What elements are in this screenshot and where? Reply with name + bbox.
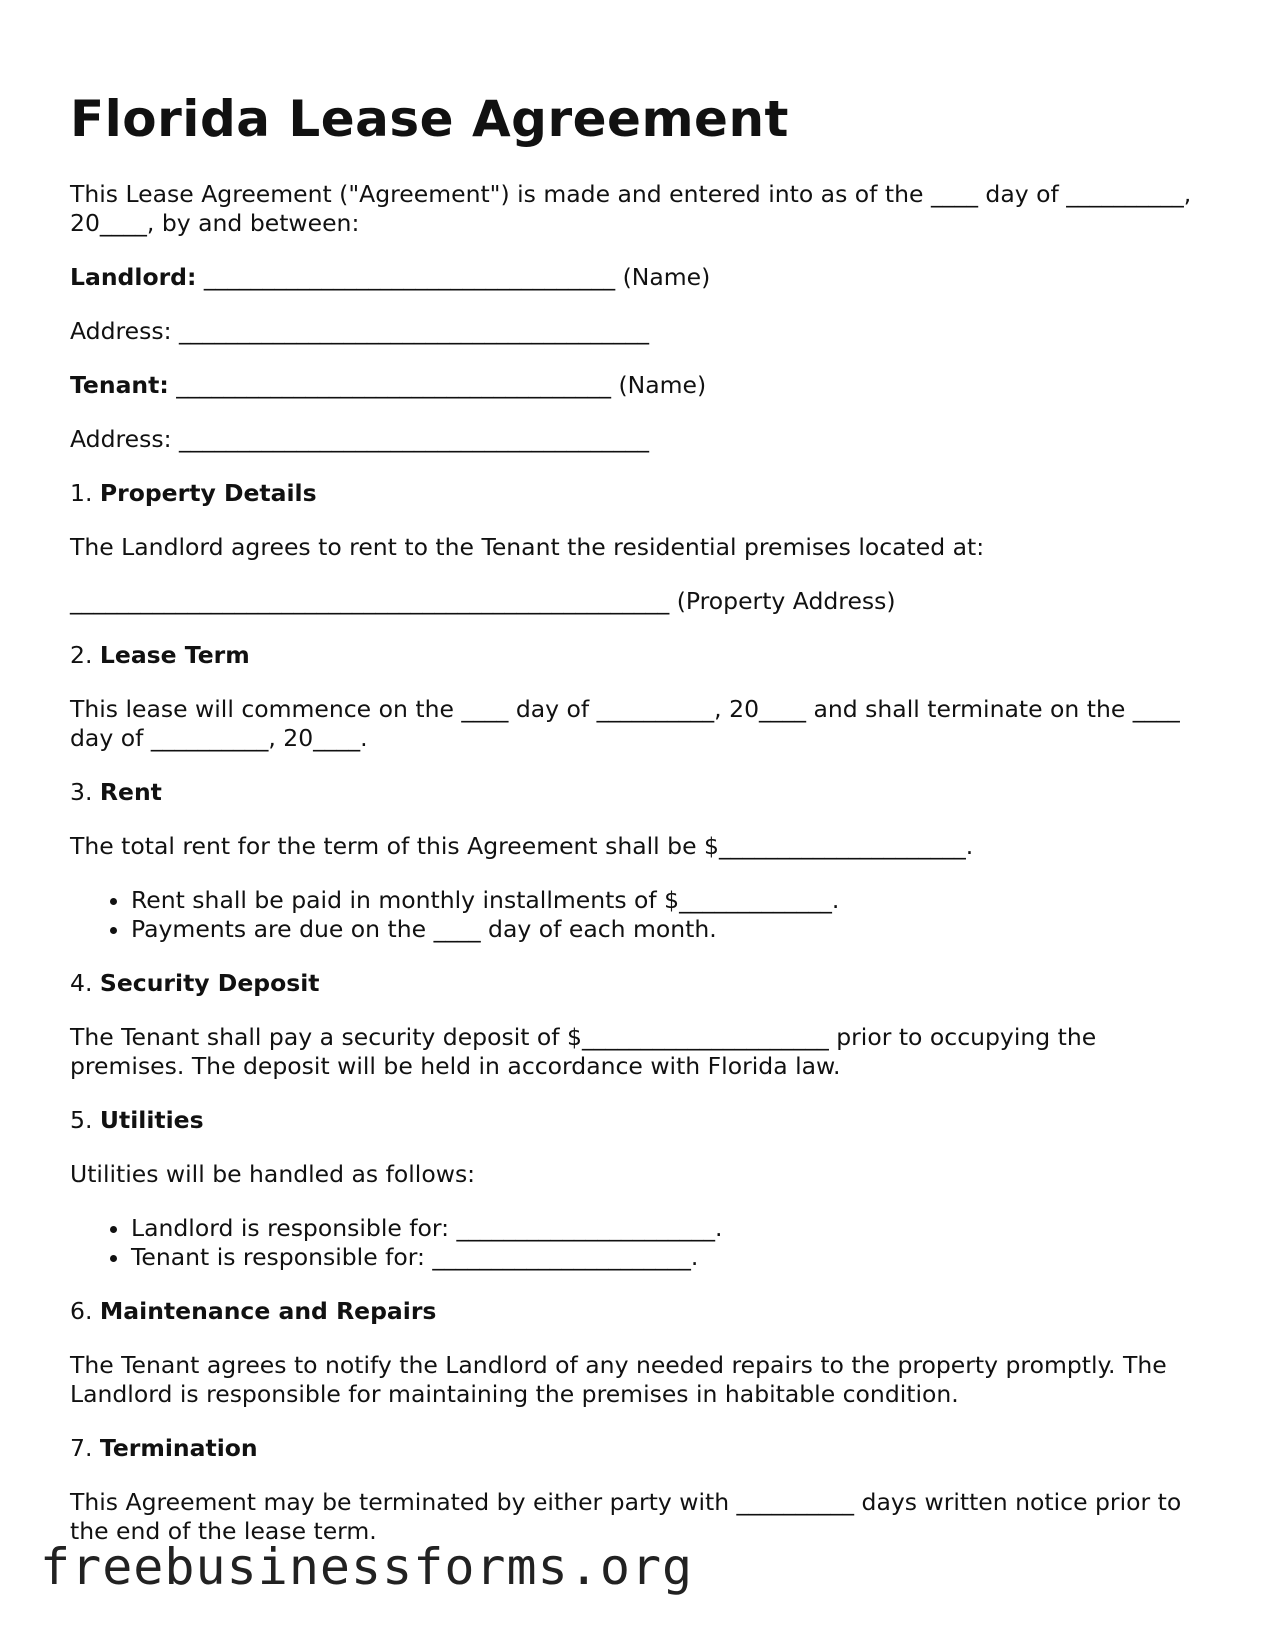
section-heading-rent xyxy=(70,778,1200,807)
property-address-line: ___________________________________________________ (Property Address) xyxy=(70,587,896,615)
section-title: Security Deposit xyxy=(99,969,320,997)
list-item: • Tenant is responsible for: ______________________. xyxy=(131,1243,1200,1272)
section-heading-maintenance xyxy=(70,1297,1200,1326)
list-item: • Landlord is responsible for: ______________________. xyxy=(131,1214,1200,1243)
section-title: Maintenance and Repairs xyxy=(99,1297,437,1325)
section-heading-utilities xyxy=(70,1106,1200,1135)
landlord-address: Address: ________________________________________ xyxy=(70,317,649,345)
rent-bullet-list xyxy=(70,886,1200,944)
landlord-name-blank: ___________________________________ (Name) xyxy=(196,263,711,291)
section-heading-security-deposit xyxy=(70,969,1200,998)
section-title: Utilities xyxy=(99,1106,204,1134)
document-page xyxy=(70,88,1200,1571)
list-item: • Rent shall be paid in monthly installments of $_____________. xyxy=(131,886,1200,915)
lease-term-text: This lease will commence on the ____ day of __________, 20____ and shall terminate on the ____ day of __________, 20____. xyxy=(70,695,1180,752)
rent-text: The total rent for the term of this Agreement shall be $_____________________. xyxy=(70,832,974,860)
maintenance-text: The Tenant agrees to notify the Landlord of any needed repairs to the property promptly. The Landlord is responsible for maintaining the premises in habitable condition. xyxy=(70,1351,1167,1408)
list-item: • Payments are due on the ____ day of each month. xyxy=(131,915,1200,944)
watermark: freebusinessforms.org xyxy=(40,1538,694,1596)
tenant-line xyxy=(70,371,1200,400)
section-heading-property-details xyxy=(70,479,1200,508)
landlord-line xyxy=(70,263,1200,292)
intro-paragraph: This Lease Agreement ("Agreement") is made and entered into as of the ____ day of __________, 20____, by and between: xyxy=(70,180,1192,237)
section-heading-termination xyxy=(70,1434,1200,1463)
section-number: 3. xyxy=(70,778,100,806)
section-number: 1. xyxy=(70,479,100,507)
section-title: Termination xyxy=(99,1434,258,1462)
section-number: 7. xyxy=(70,1434,100,1462)
document-title: Florida Lease Agreement xyxy=(70,90,789,148)
section-heading-lease-term xyxy=(70,641,1200,670)
section-title: Rent xyxy=(99,778,162,806)
tenant-name-blank: _____________________________________ (Name) xyxy=(168,371,707,399)
section-number: 6. xyxy=(70,1297,100,1325)
termination-text: This Agreement may be terminated by either party with __________ days written notice prior to the end of the lease term. xyxy=(70,1488,1182,1545)
property-details-text: The Landlord agrees to rent to the Tenant the residential premises located at: xyxy=(70,533,985,561)
section-title: Lease Term xyxy=(99,641,250,669)
security-deposit-text: The Tenant shall pay a security deposit of $_____________________ prior to occupying the premises. The deposit will be held in accordance with Florida law. xyxy=(70,1023,1097,1080)
section-number: 2. xyxy=(70,641,100,669)
utilities-text: Utilities will be handled as follows: xyxy=(70,1160,476,1188)
section-number: 5. xyxy=(70,1106,100,1134)
section-title: Property Details xyxy=(99,479,317,507)
utilities-bullet-list xyxy=(70,1214,1200,1272)
section-number: 4. xyxy=(70,969,100,997)
tenant-address: Address: ________________________________________ xyxy=(70,425,649,453)
landlord-label: Landlord: xyxy=(70,263,197,291)
tenant-label: Tenant: xyxy=(70,371,169,399)
